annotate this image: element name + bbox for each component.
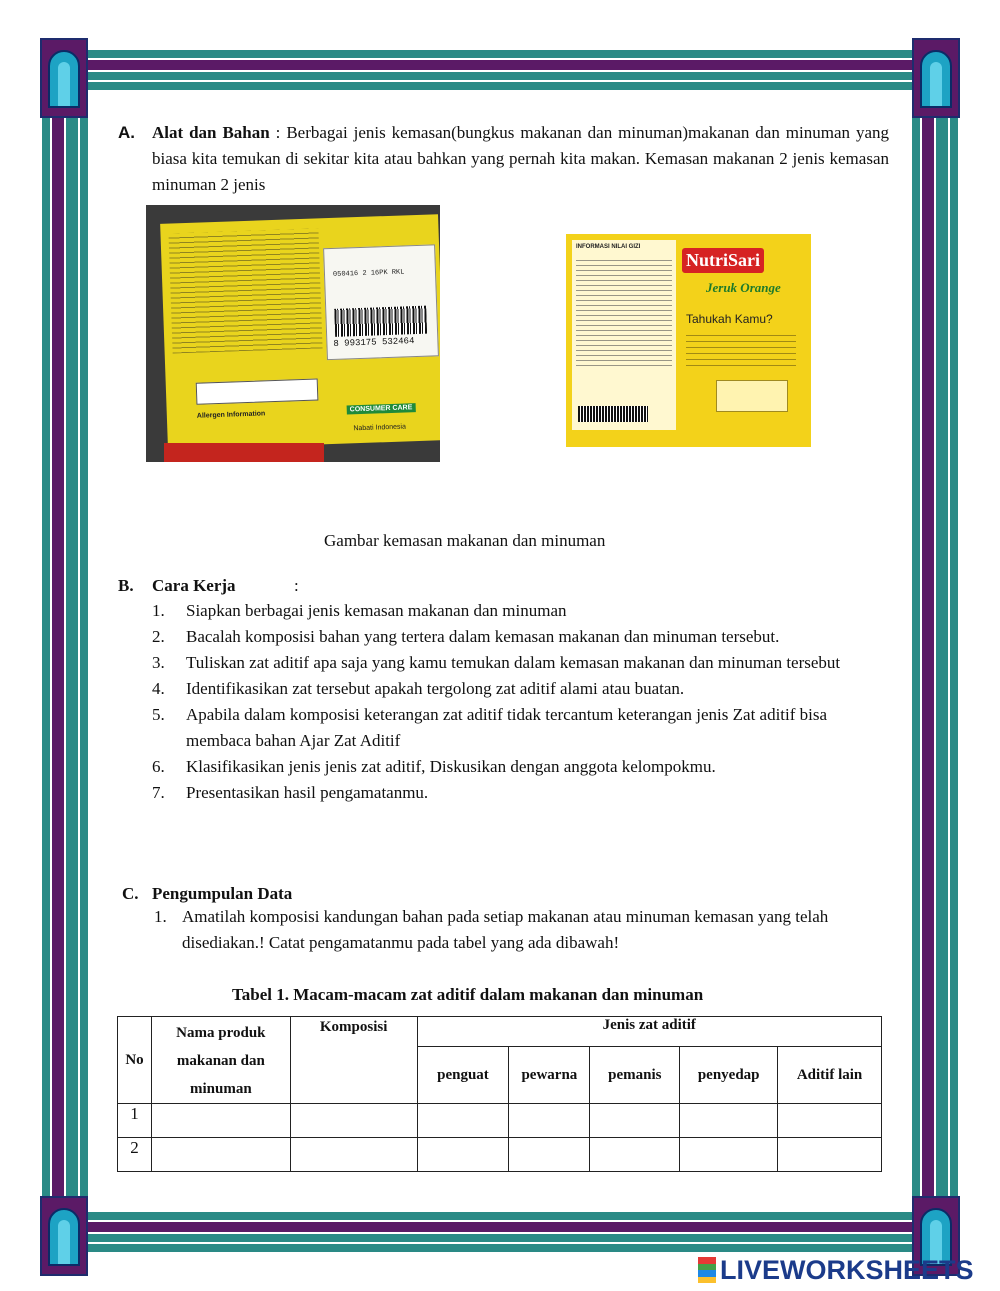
header-penyedap: penyedap — [680, 1047, 778, 1104]
section-a-letter: A. — [118, 123, 135, 142]
section-c-item-text: Amatilah komposisi kandungan bahan pada setiap makanan atau minuman kemasan yang telah disediakan.! Catat pengamatanmu pada tabel yang ada dibawah! — [182, 907, 829, 952]
drink-package-photo: INFORMASI NILAI GIZI NutriSari Jeruk Orange Tahukah Kamu? — [566, 234, 811, 447]
step-item: 7. Presentasikan hasil pengamatanmu. — [152, 783, 429, 802]
header-product: Nama produk makanan dan minuman — [151, 1017, 290, 1104]
section-a-paragraph: Alat dan Bahan : Berbagai jenis kemasan(bungkus makanan dan minuman)makanan dan minuman yang biasa kita temukan di sekitar kita atau bahkan yang pernah kita makan. Kemasan makanan 2 jenis kemasan minuman 2 jenis — [152, 123, 889, 194]
cell-composition[interactable] — [290, 1104, 417, 1138]
table-row — [118, 1138, 882, 1172]
section-b-letter: B. — [118, 576, 134, 595]
header-composition: Komposisi — [290, 1017, 417, 1104]
section-a-body: Berbagai jenis kemasan(bungkus makanan dan minuman)makanan dan minuman yang biasa kita temukan di sekitar kita atau bahkan yang pernah kita makan. Kemasan makanan 2 jenis kemasan minuman 2 jenis — [152, 123, 889, 194]
section-a-title: Alat dan Bahan — [152, 123, 270, 142]
header-aditif-lain: Aditif lain — [778, 1047, 882, 1104]
cell-pewarna[interactable] — [509, 1104, 590, 1138]
table-caption: Tabel 1. Macam-macam zat aditif dalam makanan dan minuman — [232, 985, 704, 1004]
step-item: 3. Tuliskan zat aditif apa saja yang kamu temukan dalam kemasan makanan dan minuman tersebut — [152, 653, 841, 672]
steps-list — [152, 598, 892, 806]
logo-badge-icon — [698, 1257, 716, 1283]
section-b-separator: : — [294, 576, 299, 595]
food-package-photo: 050416 2 16PK RKL 8 993175 532464 Allergen Information CONSUMER CARE Nabati Indonesia — [146, 205, 440, 462]
table-row — [118, 1104, 882, 1138]
cell-pemanis[interactable] — [590, 1104, 680, 1138]
section-c-title: Pengumpulan Data — [152, 884, 293, 903]
corner-ornament-top-right — [912, 38, 960, 118]
additive-table — [117, 1016, 882, 1172]
step-item: 2. Bacalah komposisi bahan yang tertera dalam kemasan makanan dan minuman tersebut. — [152, 627, 780, 646]
cell-pemanis[interactable] — [590, 1138, 680, 1172]
cell-product[interactable] — [151, 1138, 290, 1172]
cell-aditif-lain[interactable] — [778, 1138, 882, 1172]
section-b-title: Cara Kerja — [152, 576, 236, 595]
step-item: 6. Klasifikasikan jenis jenis zat aditif, Diskusikan dengan anggota kelompokmu. — [152, 757, 716, 776]
cell-aditif-lain[interactable] — [778, 1104, 882, 1138]
section-c-item-num: 1. — [154, 907, 167, 926]
cell-pewarna[interactable] — [509, 1138, 590, 1172]
header-pewarna: pewarna — [509, 1047, 590, 1104]
frame-left — [42, 48, 88, 1209]
header-pemanis: pemanis — [590, 1047, 680, 1104]
food-barcode-number: 8 993175 532464 — [333, 336, 415, 349]
frame-top — [48, 50, 952, 90]
frame-right — [912, 48, 958, 1209]
figure-caption: Gambar kemasan makanan dan minuman — [324, 531, 606, 550]
header-no: No — [118, 1017, 152, 1104]
logo-text: LIVEWORKSHEETS — [720, 1254, 974, 1285]
frame-bottom — [48, 1212, 952, 1252]
header-penguat: penguat — [417, 1047, 509, 1104]
section-c-letter: C. — [122, 884, 139, 903]
cell-penyedap[interactable] — [680, 1104, 778, 1138]
corner-ornament-top-left — [40, 38, 88, 118]
cell-penguat[interactable] — [417, 1104, 509, 1138]
header-additive-group: Jenis zat aditif — [417, 1017, 881, 1047]
drink-brand-logo: NutriSari — [682, 248, 764, 273]
row-number: 1 — [118, 1104, 152, 1138]
cell-composition[interactable] — [290, 1138, 417, 1172]
corner-ornament-bottom-left — [40, 1196, 88, 1276]
step-item: 1. Siapkan berbagai jenis kemasan makanan dan minuman — [152, 601, 567, 620]
liveworksheets-logo[interactable] — [698, 1256, 974, 1284]
cell-penyedap[interactable] — [680, 1138, 778, 1172]
row-number: 2 — [118, 1138, 152, 1172]
cell-penguat[interactable] — [417, 1138, 509, 1172]
step-item: 5. Apabila dalam komposisi keterangan zat aditif tidak tercantum keterangan jenis Zat aditif bisa membaca bahan Ajar Zat Aditif — [152, 705, 828, 750]
cell-product[interactable] — [151, 1104, 290, 1138]
step-item: 4. Identifikasikan zat tersebut apakah tergolong zat aditif alami atau buatan. — [152, 679, 685, 698]
